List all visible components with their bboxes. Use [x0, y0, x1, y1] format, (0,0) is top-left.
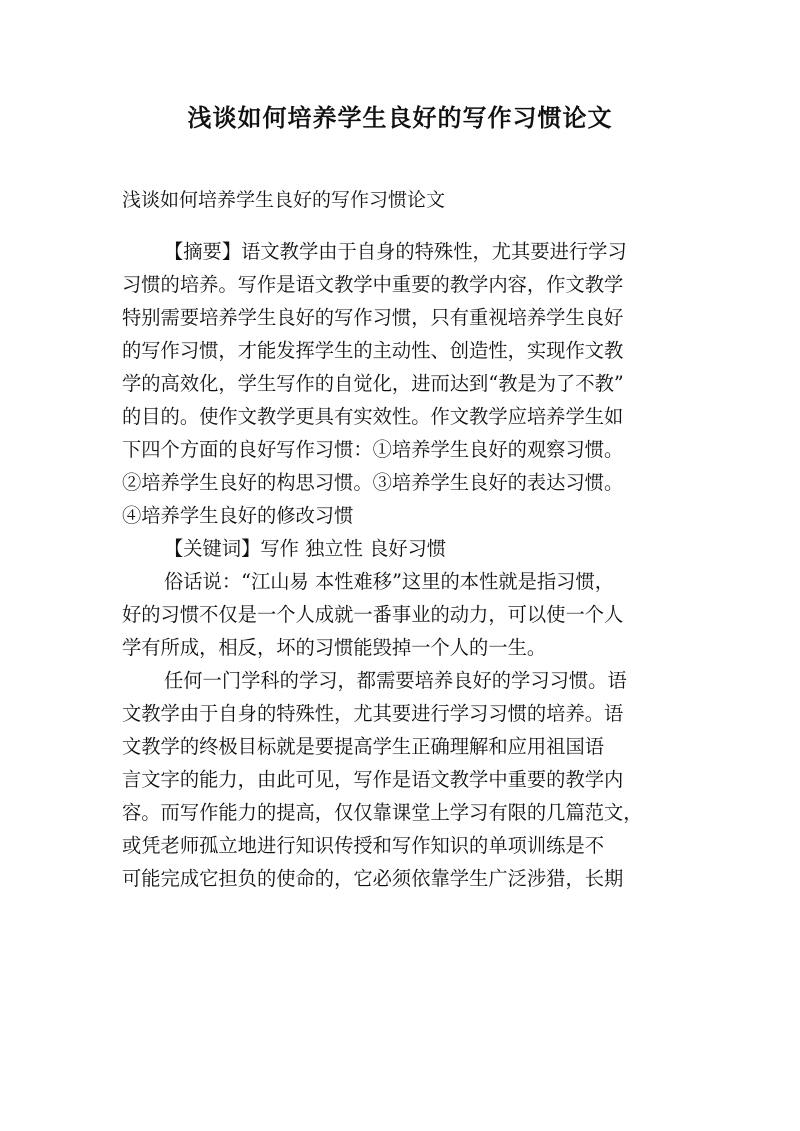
body-text-line: 可能完成它担负的使命的，它必须依靠学生广泛涉猎，长期 — [122, 867, 624, 890]
body-text-line: 好的习惯不仅是一个人成就一番事业的动力，可以使一个人 — [122, 603, 624, 626]
body-text-line: 下四个方面的良好写作习惯：①培养学生良好的观察习惯。 — [122, 438, 624, 461]
body-text-line: 的目的。使作文教学更具有实效性。作文教学应培养学生如 — [122, 405, 624, 428]
body-text-line: 【摘要】语文教学由于自身的特殊性，尤其要进行学习 — [164, 240, 627, 263]
document-title: 浅谈如何培养学生良好的写作习惯论文 — [187, 104, 613, 132]
body-text-line: 或凭老师孤立地进行知识传授和写作知识的单项训练是不 — [122, 834, 605, 857]
body-text-line: 【关键词】写作 独立性 良好习惯 — [164, 537, 447, 560]
body-text-line: 任何一门学科的学习，都需要培养良好的学习习惯。语 — [164, 669, 627, 692]
body-text-line: 言文字的能力，由此可见，写作是语文教学中重要的教学内 — [122, 768, 624, 791]
body-text-line: 文教学由于自身的特殊性，尤其要进行学习习惯的培养。语 — [122, 702, 624, 725]
body-text-line: 学有所成，相反，坏的习惯能毁掉一个人的一生。 — [122, 636, 547, 659]
body-text-line: ②培养学生良好的构思习惯。③培养学生良好的表达习惯。 — [122, 471, 624, 494]
body-text-line: 俗话说：“江山易 本性难移”这里的本性就是指习惯， — [164, 570, 615, 593]
body-text-line: 的写作习惯，才能发挥学生的主动性、创造性，实现作文教 — [122, 339, 624, 362]
body-text-line: 学的高效化，学生写作的自觉化，进而达到“教是为了不教” — [122, 372, 624, 395]
document-subtitle: 浅谈如何培养学生良好的写作习惯论文 — [122, 189, 446, 211]
body-text-line: 文教学的终极目标就是要提高学生正确理解和应用祖国语 — [122, 735, 605, 758]
body-text-line: 习惯的培养。写作是语文教学中重要的教学内容，作文教学 — [122, 273, 624, 296]
body-text-line: 容。而写作能力的提高，仅仅靠课堂上学习有限的几篇范文， — [122, 801, 643, 824]
body-text-line: ④培养学生良好的修改习惯 — [122, 504, 354, 527]
document-body — [122, 235, 688, 895]
body-text-line: 特别需要培养学生良好的写作习惯，只有重视培养学生良好 — [122, 306, 624, 329]
